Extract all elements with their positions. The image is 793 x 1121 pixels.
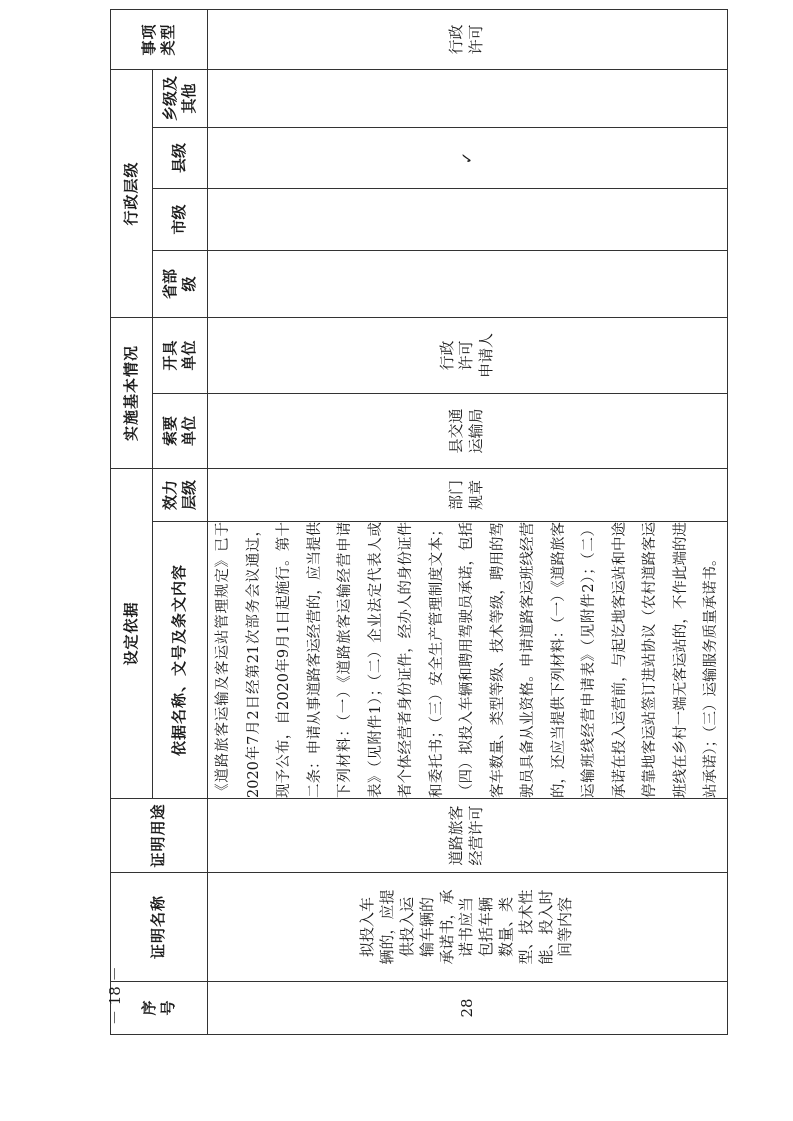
- cell-township-level: [208, 69, 728, 127]
- header-cert-name: 证明名称: [111, 873, 208, 982]
- cell-item-type: 行政 许可: [208, 9, 728, 69]
- header-city-level: 市级: [153, 188, 208, 250]
- header-row-1: [111, 9, 153, 1034]
- header-impl-group: 实施基本情况: [111, 317, 153, 468]
- header-admin-level-group: 行政层级: [111, 69, 153, 317]
- header-requesting-unit: 索要 单位: [153, 393, 208, 468]
- certificate-table: [106, 9, 728, 1035]
- header-issuing-unit: 开具 单位: [153, 317, 208, 393]
- table-row: [208, 9, 728, 1034]
- cell-province-level: [208, 250, 728, 317]
- cell-cert-use: 道路旅客 经营许可: [208, 799, 728, 873]
- header-effect-level: 效力 层级: [153, 468, 208, 521]
- header-basis-group: 设定依据: [111, 468, 153, 798]
- cell-cert-name: 拟投入车 辆的，应提 供投入运 输车辆的 承诺书，承 诺书应当 包括车辆 数量、类 型、技术性 能、投入时 间等内容: [208, 873, 728, 982]
- cell-basis-content: [208, 522, 728, 799]
- header-township-level: 乡级及 其他: [153, 69, 208, 127]
- cell-requesting-unit: 县交通 运输局: [208, 393, 728, 468]
- cell-issuing-unit: 行政 许可 申请人: [208, 317, 728, 393]
- header-province-level: 省部 级: [153, 250, 208, 317]
- header-county-level: 县级: [153, 127, 208, 188]
- cell-seq: 28: [208, 982, 728, 1035]
- rotated-table-wrapper: [106, 23, 719, 1035]
- cell-effect-level: 部门 规章: [208, 468, 728, 521]
- header-basis-content: 依据名称、文号及条文内容: [153, 522, 208, 799]
- page-number: － 18 －: [106, 966, 124, 1026]
- header-item-type: 事项 类型: [111, 9, 208, 69]
- cell-county-level-check: ✓: [208, 127, 728, 188]
- header-cert-use: 证明用途: [111, 799, 208, 873]
- basis-text: 《道路旅客运输及客运站管理规定》已于 2020年7月2日经第21次部务会议通过， 现予公布，自2020年9月1日起施行。第十二条：申请从事道路客运经营的，应当提供下列材料：（一）《道路旅客运输经营申请表》（见附件1）；（二）企业法定代表人或者个体经营者身份证件，经办人的身份证件和委托书；（三）安全生产管理制度文本；（四）拟投入车辆和聘用驾驶员承诺，包括客车数量、类型等级、技术等级，聘用的驾驶员具备从业资格。申请道路客运班线经营的，还应当提供下列材料：（一）《道路旅客运输班线经营申请表》（见附件2）；（二）承诺在投入运营前，与起讫地客运站和中途停靠地客运站签订进站协议（农村道路客运班线在乡村一端无客运站的，不作此端的进站承诺）；（三）运输服务质量承诺书。: [215, 521, 719, 798]
- cell-city-level: [208, 188, 728, 250]
- header-seq: 序 号: [111, 982, 208, 1035]
